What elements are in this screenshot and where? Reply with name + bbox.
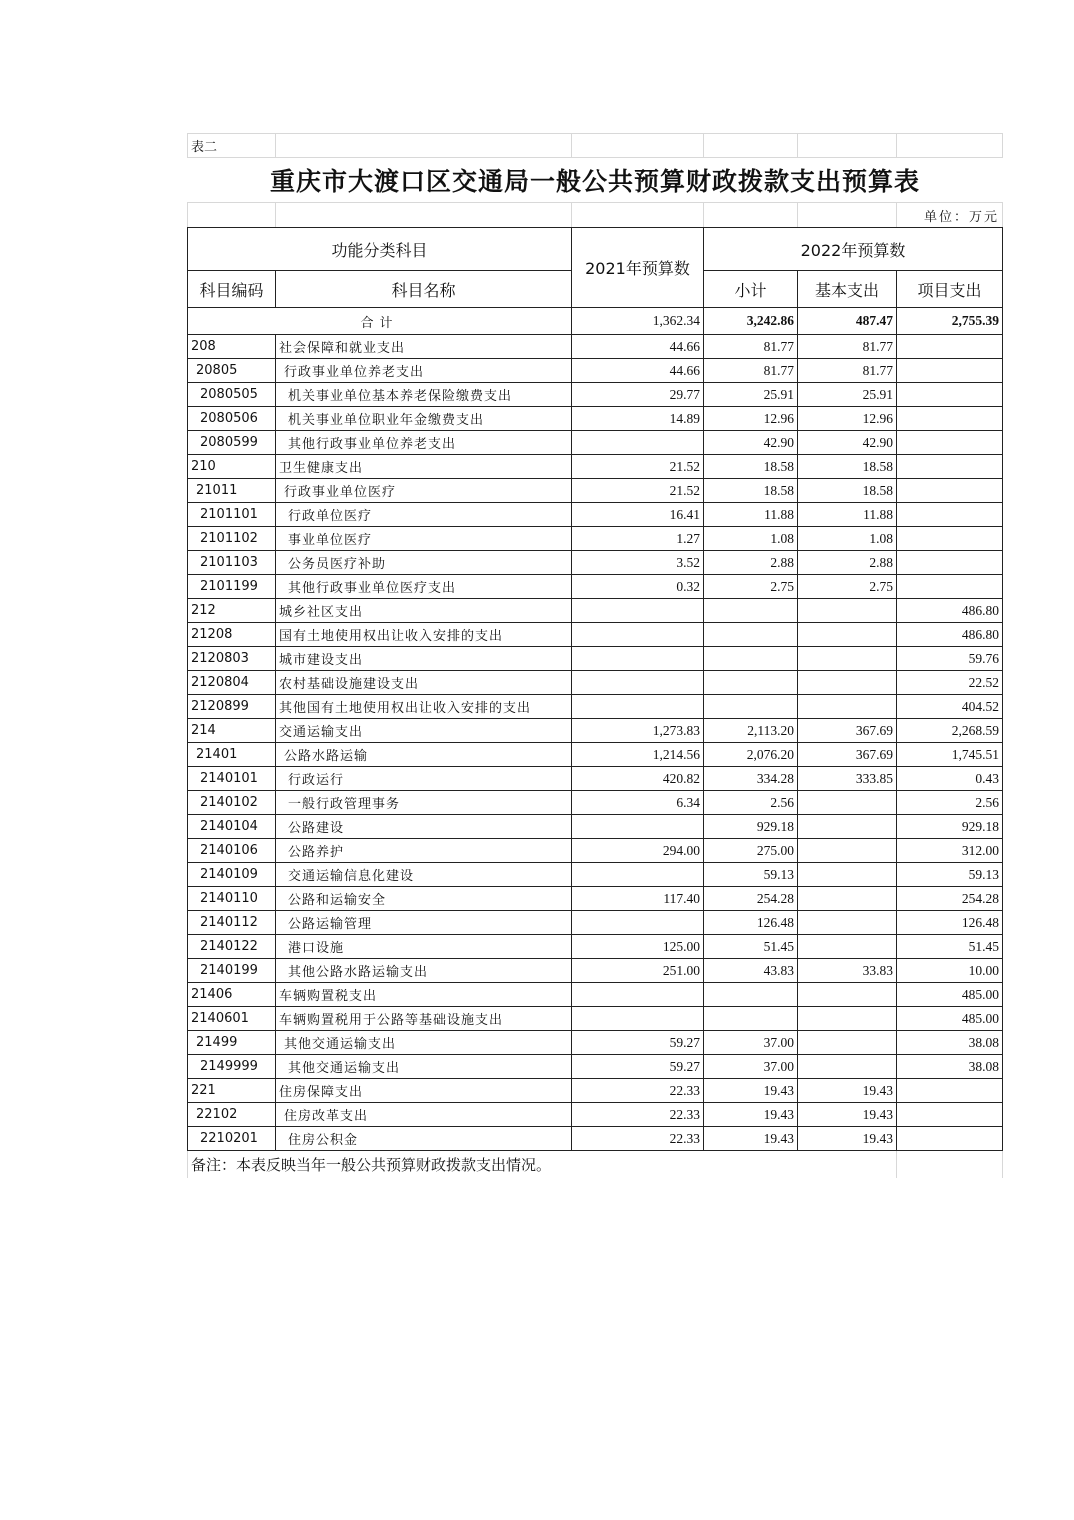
row-project: 0.43	[897, 767, 1003, 791]
total-basic: 487.47	[798, 308, 897, 335]
row-code: 22102	[188, 1103, 276, 1127]
row-basic: 367.69	[798, 719, 897, 743]
row-name: 车辆购置税用于公路等基础设施支出	[276, 1007, 572, 1031]
row-subtotal: 2,113.20	[704, 719, 798, 743]
row-name: 住房保障支出	[276, 1079, 572, 1103]
table-row	[188, 1103, 1003, 1127]
row-project	[897, 407, 1003, 431]
row-code: 2101199	[188, 575, 276, 599]
row-name: 港口设施	[276, 935, 572, 959]
row-code: 2120899	[188, 695, 276, 719]
row-code: 2140104	[188, 815, 276, 839]
table-row	[188, 551, 1003, 575]
row-subtotal: 11.88	[704, 503, 798, 527]
header-row-1	[188, 228, 1003, 271]
row-name: 机关事业单位基本养老保险缴费支出	[276, 383, 572, 407]
row-subtotal: 254.28	[704, 887, 798, 911]
table-row	[188, 503, 1003, 527]
row-code: 2101102	[188, 527, 276, 551]
row-name: 卫生健康支出	[276, 455, 572, 479]
row-budget-2021	[572, 647, 704, 671]
row-project: 254.28	[897, 887, 1003, 911]
row-subtotal: 19.43	[704, 1079, 798, 1103]
table-row	[188, 359, 1003, 383]
row-name: 行政事业单位养老支出	[276, 359, 572, 383]
row-project	[897, 575, 1003, 599]
row-budget-2021: 22.33	[572, 1127, 704, 1151]
row-project	[897, 431, 1003, 455]
row-code: 20805	[188, 359, 276, 383]
row-code: 2210201	[188, 1127, 276, 1151]
table-row	[188, 1079, 1003, 1103]
row-project: 485.00	[897, 983, 1003, 1007]
footnote: 备注：本表反映当年一般公共预算财政拨款支出情况。	[188, 1151, 897, 1178]
table-row	[188, 623, 1003, 647]
row-basic	[798, 599, 897, 623]
row-code: 212	[188, 599, 276, 623]
table-row	[188, 407, 1003, 431]
row-subtotal: 1.08	[704, 527, 798, 551]
row-basic: 81.77	[798, 335, 897, 359]
row-code: 221	[188, 1079, 276, 1103]
row-budget-2021: 21.52	[572, 455, 704, 479]
table-row	[188, 887, 1003, 911]
header-budget-2022: 2022年预算数	[704, 228, 1003, 271]
row-subtotal	[704, 983, 798, 1007]
row-project: 59.76	[897, 647, 1003, 671]
row-name: 交通运输信息化建设	[276, 863, 572, 887]
row-subtotal: 42.90	[704, 431, 798, 455]
budget-sheet	[187, 133, 1002, 1178]
budget-table	[187, 133, 1003, 1151]
sheet-tag-row	[188, 134, 1003, 158]
total-label: 合计	[188, 308, 572, 335]
row-budget-2021: 125.00	[572, 935, 704, 959]
row-budget-2021: 420.82	[572, 767, 704, 791]
row-code: 2140106	[188, 839, 276, 863]
row-code: 2140109	[188, 863, 276, 887]
row-project: 929.18	[897, 815, 1003, 839]
row-name: 事业单位医疗	[276, 527, 572, 551]
note-row	[188, 1151, 1003, 1178]
table-row	[188, 647, 1003, 671]
row-budget-2021	[572, 695, 704, 719]
row-project: 312.00	[897, 839, 1003, 863]
table-row	[188, 1007, 1003, 1031]
row-basic	[798, 935, 897, 959]
row-subtotal: 81.77	[704, 335, 798, 359]
row-name: 公路建设	[276, 815, 572, 839]
row-code: 2080505	[188, 383, 276, 407]
row-project: 2,268.59	[897, 719, 1003, 743]
row-project: 38.08	[897, 1055, 1003, 1079]
table-row	[188, 575, 1003, 599]
row-basic: 333.85	[798, 767, 897, 791]
row-budget-2021: 44.66	[572, 335, 704, 359]
row-budget-2021	[572, 431, 704, 455]
row-name: 农村基础设施建设支出	[276, 671, 572, 695]
row-basic: 25.91	[798, 383, 897, 407]
table-row	[188, 935, 1003, 959]
total-project: 2,755.39	[897, 308, 1003, 335]
row-basic	[798, 911, 897, 935]
table-row	[188, 1127, 1003, 1151]
row-subtotal	[704, 599, 798, 623]
row-project	[897, 1103, 1003, 1127]
row-basic: 18.58	[798, 479, 897, 503]
table-row	[188, 743, 1003, 767]
row-subtotal: 2.56	[704, 791, 798, 815]
row-project: 1,745.51	[897, 743, 1003, 767]
table-row	[188, 767, 1003, 791]
row-basic	[798, 647, 897, 671]
table-row	[188, 983, 1003, 1007]
row-name: 公路水路运输	[276, 743, 572, 767]
row-project	[897, 455, 1003, 479]
row-budget-2021: 294.00	[572, 839, 704, 863]
row-basic: 19.43	[798, 1103, 897, 1127]
table-row	[188, 695, 1003, 719]
row-code: 2080506	[188, 407, 276, 431]
row-name: 住房改革支出	[276, 1103, 572, 1127]
row-budget-2021: 29.77	[572, 383, 704, 407]
row-project: 59.13	[897, 863, 1003, 887]
row-budget-2021	[572, 815, 704, 839]
row-project: 22.52	[897, 671, 1003, 695]
row-budget-2021	[572, 983, 704, 1007]
row-basic: 18.58	[798, 455, 897, 479]
row-budget-2021: 22.33	[572, 1079, 704, 1103]
row-basic	[798, 695, 897, 719]
row-name: 社会保障和就业支出	[276, 335, 572, 359]
row-code: 21208	[188, 623, 276, 647]
row-project	[897, 1079, 1003, 1103]
row-project: 486.80	[897, 623, 1003, 647]
page-title: 重庆市大渡口区交通局一般公共预算财政拨款支出预算表	[269, 167, 920, 196]
row-budget-2021: 117.40	[572, 887, 704, 911]
row-name: 车辆购置税支出	[276, 983, 572, 1007]
row-name: 其他国有土地使用权出让收入安排的支出	[276, 695, 572, 719]
row-project: 126.48	[897, 911, 1003, 935]
row-code: 2120803	[188, 647, 276, 671]
row-project	[897, 359, 1003, 383]
row-code: 2140199	[188, 959, 276, 983]
row-basic: 33.83	[798, 959, 897, 983]
row-name: 机关事业单位职业年金缴费支出	[276, 407, 572, 431]
row-basic	[798, 623, 897, 647]
table-row	[188, 719, 1003, 743]
row-basic: 12.96	[798, 407, 897, 431]
row-code: 21011	[188, 479, 276, 503]
table-row	[188, 479, 1003, 503]
row-budget-2021: 59.27	[572, 1055, 704, 1079]
row-budget-2021	[572, 911, 704, 935]
row-code: 2140601	[188, 1007, 276, 1031]
row-project	[897, 479, 1003, 503]
row-project	[897, 383, 1003, 407]
row-basic: 367.69	[798, 743, 897, 767]
row-basic	[798, 983, 897, 1007]
total-row	[188, 308, 1003, 335]
row-code: 2140101	[188, 767, 276, 791]
row-basic: 19.43	[798, 1127, 897, 1151]
row-budget-2021	[572, 623, 704, 647]
row-subtotal: 37.00	[704, 1055, 798, 1079]
row-name: 城乡社区支出	[276, 599, 572, 623]
row-budget-2021: 14.89	[572, 407, 704, 431]
row-name: 行政运行	[276, 767, 572, 791]
table-row	[188, 815, 1003, 839]
row-code: 21406	[188, 983, 276, 1007]
row-project: 51.45	[897, 935, 1003, 959]
row-subtotal: 2.88	[704, 551, 798, 575]
row-code: 2140110	[188, 887, 276, 911]
note-table	[187, 1151, 1003, 1178]
header-name: 科目名称	[276, 271, 572, 308]
row-budget-2021: 1,214.56	[572, 743, 704, 767]
row-basic	[798, 863, 897, 887]
row-basic: 2.88	[798, 551, 897, 575]
row-subtotal: 334.28	[704, 767, 798, 791]
row-name: 公务员医疗补助	[276, 551, 572, 575]
row-basic: 11.88	[798, 503, 897, 527]
row-budget-2021	[572, 599, 704, 623]
row-basic	[798, 1007, 897, 1031]
row-code: 2101101	[188, 503, 276, 527]
row-name: 城市建设支出	[276, 647, 572, 671]
row-subtotal: 51.45	[704, 935, 798, 959]
row-basic: 81.77	[798, 359, 897, 383]
table-row	[188, 959, 1003, 983]
table-row	[188, 335, 1003, 359]
row-subtotal: 25.91	[704, 383, 798, 407]
row-subtotal: 2,076.20	[704, 743, 798, 767]
row-name: 公路运输管理	[276, 911, 572, 935]
row-name: 其他行政事业单位医疗支出	[276, 575, 572, 599]
row-basic	[798, 887, 897, 911]
table-row	[188, 911, 1003, 935]
row-name: 行政事业单位医疗	[276, 479, 572, 503]
table-row	[188, 791, 1003, 815]
row-basic	[798, 1055, 897, 1079]
row-budget-2021: 1.27	[572, 527, 704, 551]
title-row	[188, 158, 1003, 203]
row-code: 2120804	[188, 671, 276, 695]
row-project: 2.56	[897, 791, 1003, 815]
header-subtotal: 小计	[704, 271, 798, 308]
table-row	[188, 839, 1003, 863]
row-project: 485.00	[897, 1007, 1003, 1031]
header-func-category: 功能分类科目	[188, 228, 572, 271]
row-project	[897, 527, 1003, 551]
row-code: 2140102	[188, 791, 276, 815]
row-code: 214	[188, 719, 276, 743]
row-subtotal: 2.75	[704, 575, 798, 599]
row-basic: 1.08	[798, 527, 897, 551]
row-project: 404.52	[897, 695, 1003, 719]
row-subtotal	[704, 647, 798, 671]
row-subtotal: 12.96	[704, 407, 798, 431]
row-basic	[798, 839, 897, 863]
row-budget-2021	[572, 1007, 704, 1031]
header-project: 项目支出	[897, 271, 1003, 308]
table-row	[188, 527, 1003, 551]
row-name: 住房公积金	[276, 1127, 572, 1151]
header-budget-2021: 2021年预算数	[572, 228, 704, 308]
row-subtotal: 19.43	[704, 1103, 798, 1127]
row-name: 一般行政管理事务	[276, 791, 572, 815]
row-project: 486.80	[897, 599, 1003, 623]
total-subtotal: 3,242.86	[704, 308, 798, 335]
row-subtotal	[704, 623, 798, 647]
row-subtotal: 81.77	[704, 359, 798, 383]
row-budget-2021	[572, 863, 704, 887]
table-row	[188, 1031, 1003, 1055]
row-code: 2149999	[188, 1055, 276, 1079]
row-name: 其他交通运输支出	[276, 1055, 572, 1079]
row-project: 38.08	[897, 1031, 1003, 1055]
table-row	[188, 863, 1003, 887]
row-budget-2021: 6.34	[572, 791, 704, 815]
table-row	[188, 431, 1003, 455]
row-budget-2021: 59.27	[572, 1031, 704, 1055]
row-name: 其他行政事业单位养老支出	[276, 431, 572, 455]
row-name: 其他公路水路运输支出	[276, 959, 572, 983]
row-subtotal: 18.58	[704, 479, 798, 503]
table-row	[188, 455, 1003, 479]
row-code: 2101103	[188, 551, 276, 575]
total-2021: 1,362.34	[572, 308, 704, 335]
row-subtotal	[704, 695, 798, 719]
row-name: 其他交通运输支出	[276, 1031, 572, 1055]
row-basic	[798, 671, 897, 695]
row-budget-2021: 16.41	[572, 503, 704, 527]
row-budget-2021: 251.00	[572, 959, 704, 983]
header-code: 科目编码	[188, 271, 276, 308]
row-subtotal	[704, 671, 798, 695]
row-budget-2021	[572, 671, 704, 695]
row-name: 公路和运输安全	[276, 887, 572, 911]
row-subtotal	[704, 1007, 798, 1031]
row-project	[897, 1127, 1003, 1151]
row-name: 公路养护	[276, 839, 572, 863]
table-row	[188, 1055, 1003, 1079]
row-code: 21499	[188, 1031, 276, 1055]
row-subtotal: 43.83	[704, 959, 798, 983]
table-row	[188, 599, 1003, 623]
row-subtotal: 275.00	[704, 839, 798, 863]
row-subtotal: 37.00	[704, 1031, 798, 1055]
row-project	[897, 335, 1003, 359]
row-basic	[798, 1031, 897, 1055]
row-budget-2021: 21.52	[572, 479, 704, 503]
row-code: 2140112	[188, 911, 276, 935]
unit-label: 单位：万元	[897, 203, 1003, 228]
row-subtotal: 18.58	[704, 455, 798, 479]
row-name: 国有土地使用权出让收入安排的支出	[276, 623, 572, 647]
row-subtotal: 929.18	[704, 815, 798, 839]
row-name: 行政单位医疗	[276, 503, 572, 527]
row-basic: 2.75	[798, 575, 897, 599]
row-budget-2021: 22.33	[572, 1103, 704, 1127]
row-budget-2021: 0.32	[572, 575, 704, 599]
row-project	[897, 503, 1003, 527]
row-code: 208	[188, 335, 276, 359]
row-subtotal: 126.48	[704, 911, 798, 935]
row-basic: 42.90	[798, 431, 897, 455]
row-code: 2140122	[188, 935, 276, 959]
row-name: 交通运输支出	[276, 719, 572, 743]
row-basic	[798, 791, 897, 815]
row-code: 2080599	[188, 431, 276, 455]
row-budget-2021: 44.66	[572, 359, 704, 383]
row-budget-2021: 1,273.83	[572, 719, 704, 743]
row-budget-2021: 3.52	[572, 551, 704, 575]
row-basic	[798, 815, 897, 839]
row-subtotal: 19.43	[704, 1127, 798, 1151]
row-basic: 19.43	[798, 1079, 897, 1103]
row-subtotal: 59.13	[704, 863, 798, 887]
unit-row	[188, 203, 1003, 228]
header-basic: 基本支出	[798, 271, 897, 308]
table-row	[188, 383, 1003, 407]
table-row	[188, 671, 1003, 695]
row-code: 21401	[188, 743, 276, 767]
table-number-label: 表二	[188, 134, 276, 158]
row-project: 10.00	[897, 959, 1003, 983]
row-project	[897, 551, 1003, 575]
row-code: 210	[188, 455, 276, 479]
